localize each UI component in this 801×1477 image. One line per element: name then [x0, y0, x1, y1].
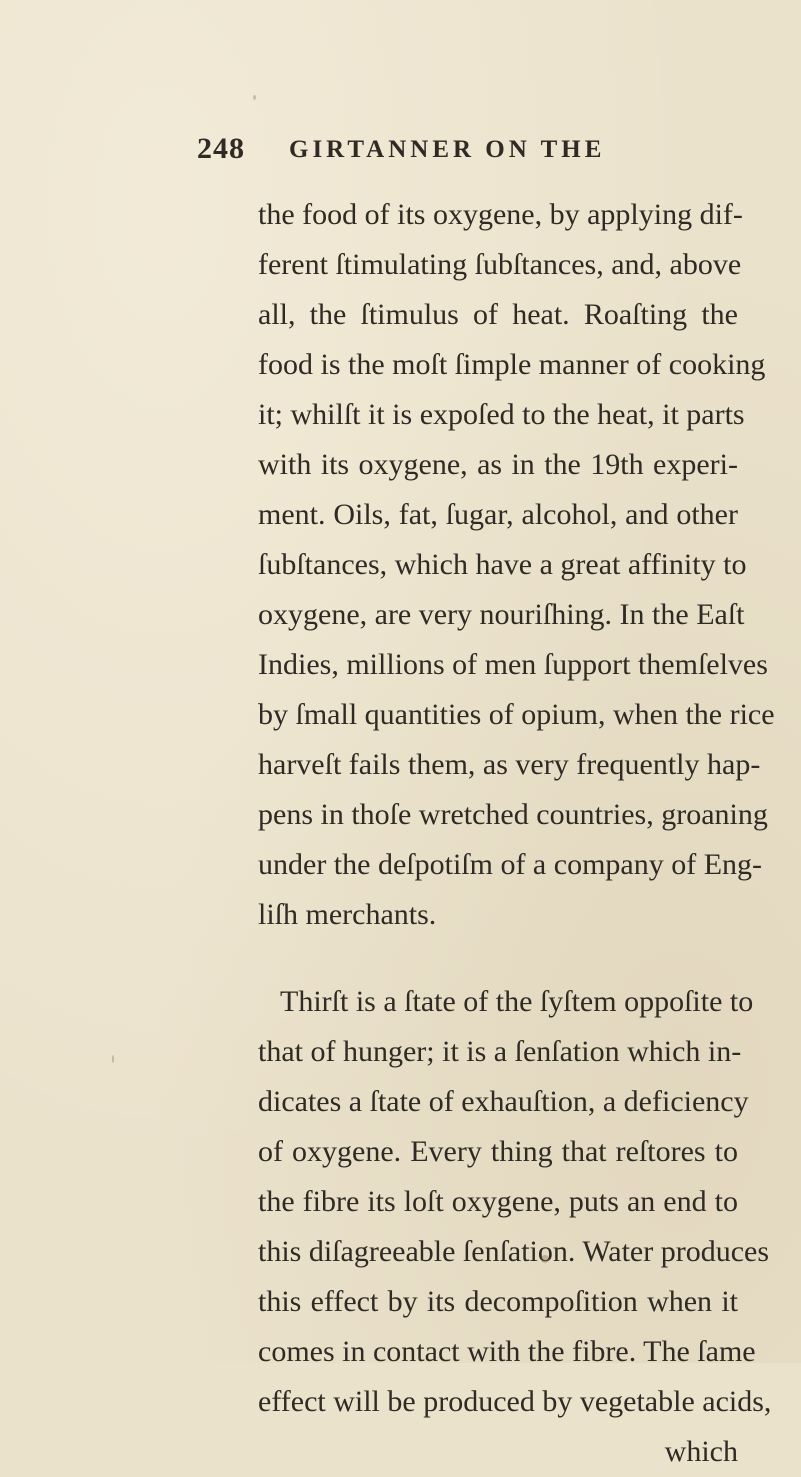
text-line: effect will be produced by vegetable acids,	[258, 1385, 772, 1418]
text-line: by ſmall quantities of opium, when the rice	[258, 698, 775, 731]
ink-speck	[541, 1255, 549, 1263]
paragraph-gap	[258, 940, 738, 977]
text-line: liſh merchants.	[258, 898, 437, 931]
text-line: comes in contact with the fibre. The ſame	[258, 1335, 756, 1368]
text-line: ferent ſtimulating ſubſtances, and, above	[258, 248, 742, 281]
text-line: Thirſt is a ſtate of the ſyſtem oppoſite to	[280, 985, 754, 1018]
page-number: 248	[197, 132, 245, 165]
paragraph-1	[258, 190, 775, 940]
ink-speck	[112, 1055, 114, 1063]
text-line: ment. Oils, fat, ſugar, alcohol, and other	[258, 498, 738, 531]
text-line: with its oxygene, as in the 19th experi-	[258, 448, 738, 481]
text-line: Indies, millions of men ſupport themſelves	[258, 648, 768, 681]
text-line: dicates a ſtate of exhauſtion, a deficiency	[258, 1085, 749, 1118]
text-line: this diſagreeable ſenſation. Water produces	[258, 1235, 770, 1268]
ink-speck	[253, 95, 256, 100]
text-line: of oxygene. Every thing that reſtores to	[258, 1135, 738, 1168]
text-line: that of hunger; it is a ſenſation which in-	[258, 1035, 742, 1068]
text-line: it; whilſt it is expoſed to the heat, it parts	[258, 398, 745, 431]
text-line: harveſt fails them, as very frequently hap-	[258, 748, 761, 781]
text-line: under the deſpotiſm of a company of Eng-	[258, 848, 763, 881]
text-line: the food of its oxygene, by applying dif-	[258, 198, 743, 231]
text-line: this effect by its decompoſition when it	[258, 1285, 738, 1318]
body-text	[258, 190, 775, 1477]
text-line: the fibre its loſt oxygene, puts an end to	[258, 1185, 738, 1218]
running-head: GIRTANNER ON THE	[289, 136, 606, 163]
paragraph-2	[258, 977, 772, 1477]
text-line: pens in thoſe wretched countries, groaning	[258, 798, 768, 831]
text-line: all, the ſtimulus of heat. Roaſting the	[258, 298, 738, 331]
catchword: which	[664, 1435, 738, 1468]
text-line: oxygene, are very nouriſhing. In the Eaſt	[258, 598, 745, 631]
text-line: ſubſtances, which have a great affinity to	[258, 548, 747, 581]
page-header	[197, 132, 737, 172]
text-line: food is the moſt ſimple manner of cooking	[258, 348, 766, 381]
